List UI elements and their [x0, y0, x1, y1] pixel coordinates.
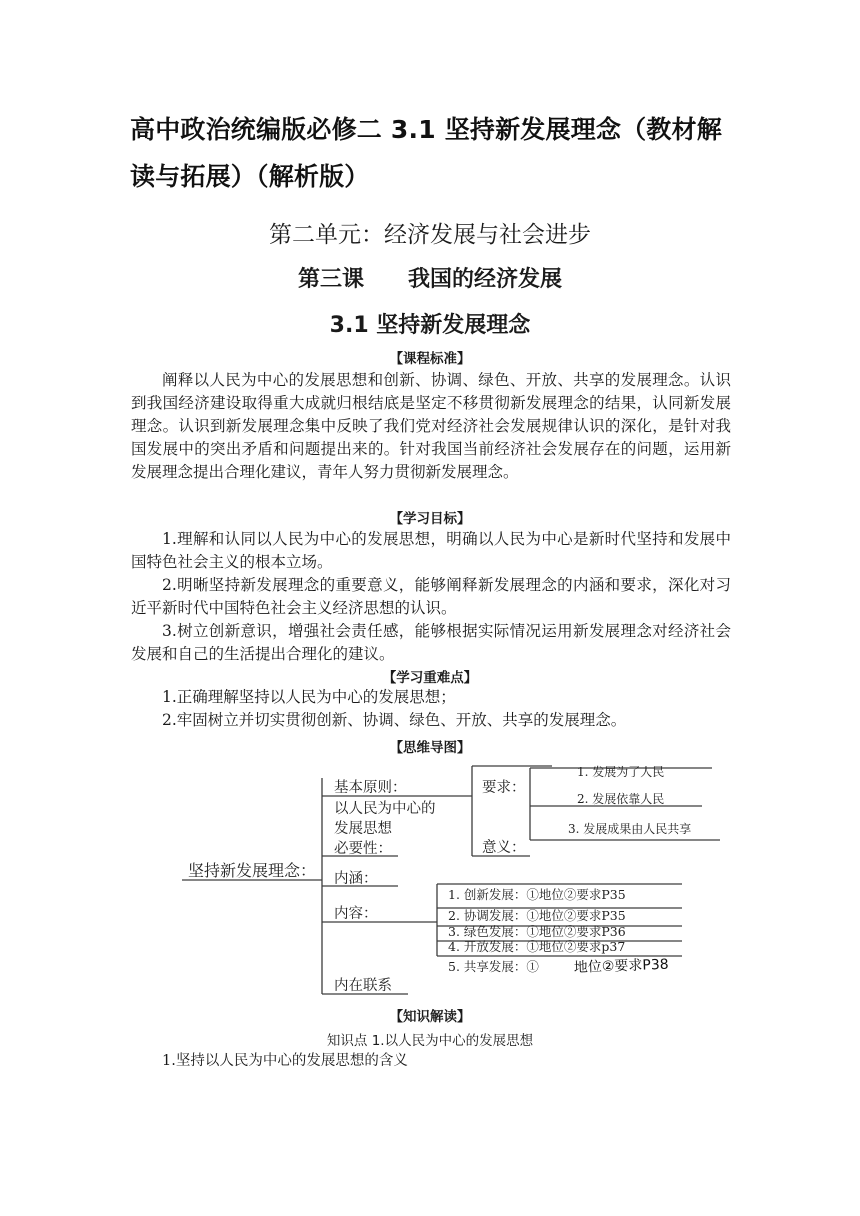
mind-map-content-item: 3. 绿色发展：①地位②要求P36: [448, 924, 626, 939]
mind-map-label: 【思维导图】: [389, 740, 471, 756]
learning-goals-label: 【学习目标】: [389, 511, 471, 527]
learning-goal-item: 3.树立创新意识，增强社会责任感，能够根据实际情况运用新发展理念对经济社会发展和自己的生活提出合理化的建议。: [131, 622, 731, 663]
curriculum-standard-label: 【课程标准】: [389, 351, 471, 367]
mind-map-content-item: 2. 协调发展：①地位②要求P35: [448, 908, 626, 923]
learning-goals-list: [131, 528, 731, 666]
knowledge-subtitle: 1.坚持以人民为中心的发展思想的含义: [162, 1053, 408, 1069]
mind-map-content-item: 5. 共享发展：①: [448, 959, 539, 974]
mind-map-people-centered: 以人民为中心的: [334, 801, 436, 817]
key-point-item: 1.正确理解坚持以人民为中心的发展思想；: [162, 688, 456, 706]
section-title: 3.1 坚持新发展理念: [329, 313, 531, 338]
document-title: 高中政治统编版必修二 3.1 坚持新发展理念（教材解读与拓展）（解析版）: [130, 115, 722, 191]
key-point-item: 2.牢固树立并切实贯彻创新、协调、绿色、开放、共享的发展理念。: [162, 711, 627, 729]
mind-map-requirement-item: 3. 发展成果由人民共享: [568, 822, 692, 836]
mind-map-root: 坚持新发展理念：: [188, 861, 317, 880]
mind-map-content: 内容：: [334, 906, 378, 922]
knowledge-point-title: 知识点 1.以人民为中心的发展思想: [326, 1033, 534, 1049]
mind-map-content-item: 1. 创新发展：①地位②要求P35: [448, 887, 626, 902]
learning-goal-item: 1.理解和认同以人民为中心的发展思想，明确以人民为中心是新时代坚持和发展中国特色社会主义的根本立场。: [131, 530, 731, 571]
lesson-heading: [0, 262, 860, 293]
mind-map-significance: 意义：: [482, 840, 526, 856]
lesson-number: 第三课: [297, 267, 364, 292]
mind-map-requirement-item: 1. 发展为了人民: [577, 765, 665, 779]
key-points-label: 【学习重难点】: [382, 670, 478, 686]
knowledge-label: 【知识解读】: [389, 1009, 471, 1025]
mind-map-basic-principle: 基本原则：: [334, 780, 407, 796]
curriculum-standard-text: 阐释以人民为中心的发展思想和创新、协调、绿色、开放、共享的发展理念。认识到我国经济建设取得重大成就归根结底是坚定不移贯彻新发展理念的结果，认同新发展理念。认识到新发展理念集中反映了我们党对经济社会发展规律认识的深化，是针对我国发展中的突出矛盾和问题提出来的。针对我国当前经济社会发展存在的问题，运用新发展理念提出合理化建议，青年人努力贯彻新发展理念。: [131, 371, 731, 481]
mind-map-necessity: 必要性：: [334, 841, 392, 857]
mind-map-requirement-item: 2. 发展依靠人民: [577, 792, 665, 806]
mind-map-content-item: 4. 开放发展：①地位②要求p37: [448, 939, 626, 954]
mind-map-people-centered: 发展思想: [334, 821, 392, 837]
mind-map-handwritten-note: 地位②要求P38: [573, 956, 669, 976]
mind-map-requirement: 要求：: [482, 780, 526, 796]
learning-goal-item: 2.明晰坚持新发展理念的重要意义，能够阐释新发展理念的内涵和要求，深化对习近平新时代中国特色社会主义经济思想的认识。: [131, 576, 731, 617]
mind-map-connotation: 内涵：: [334, 871, 378, 887]
mind-map-inner-link: 内在联系: [334, 978, 392, 994]
lesson-title: 我国的经济发展: [408, 267, 563, 292]
mind-map-diagram: [182, 758, 722, 998]
unit-heading: 第二单元：经济发展与社会进步: [269, 222, 591, 248]
